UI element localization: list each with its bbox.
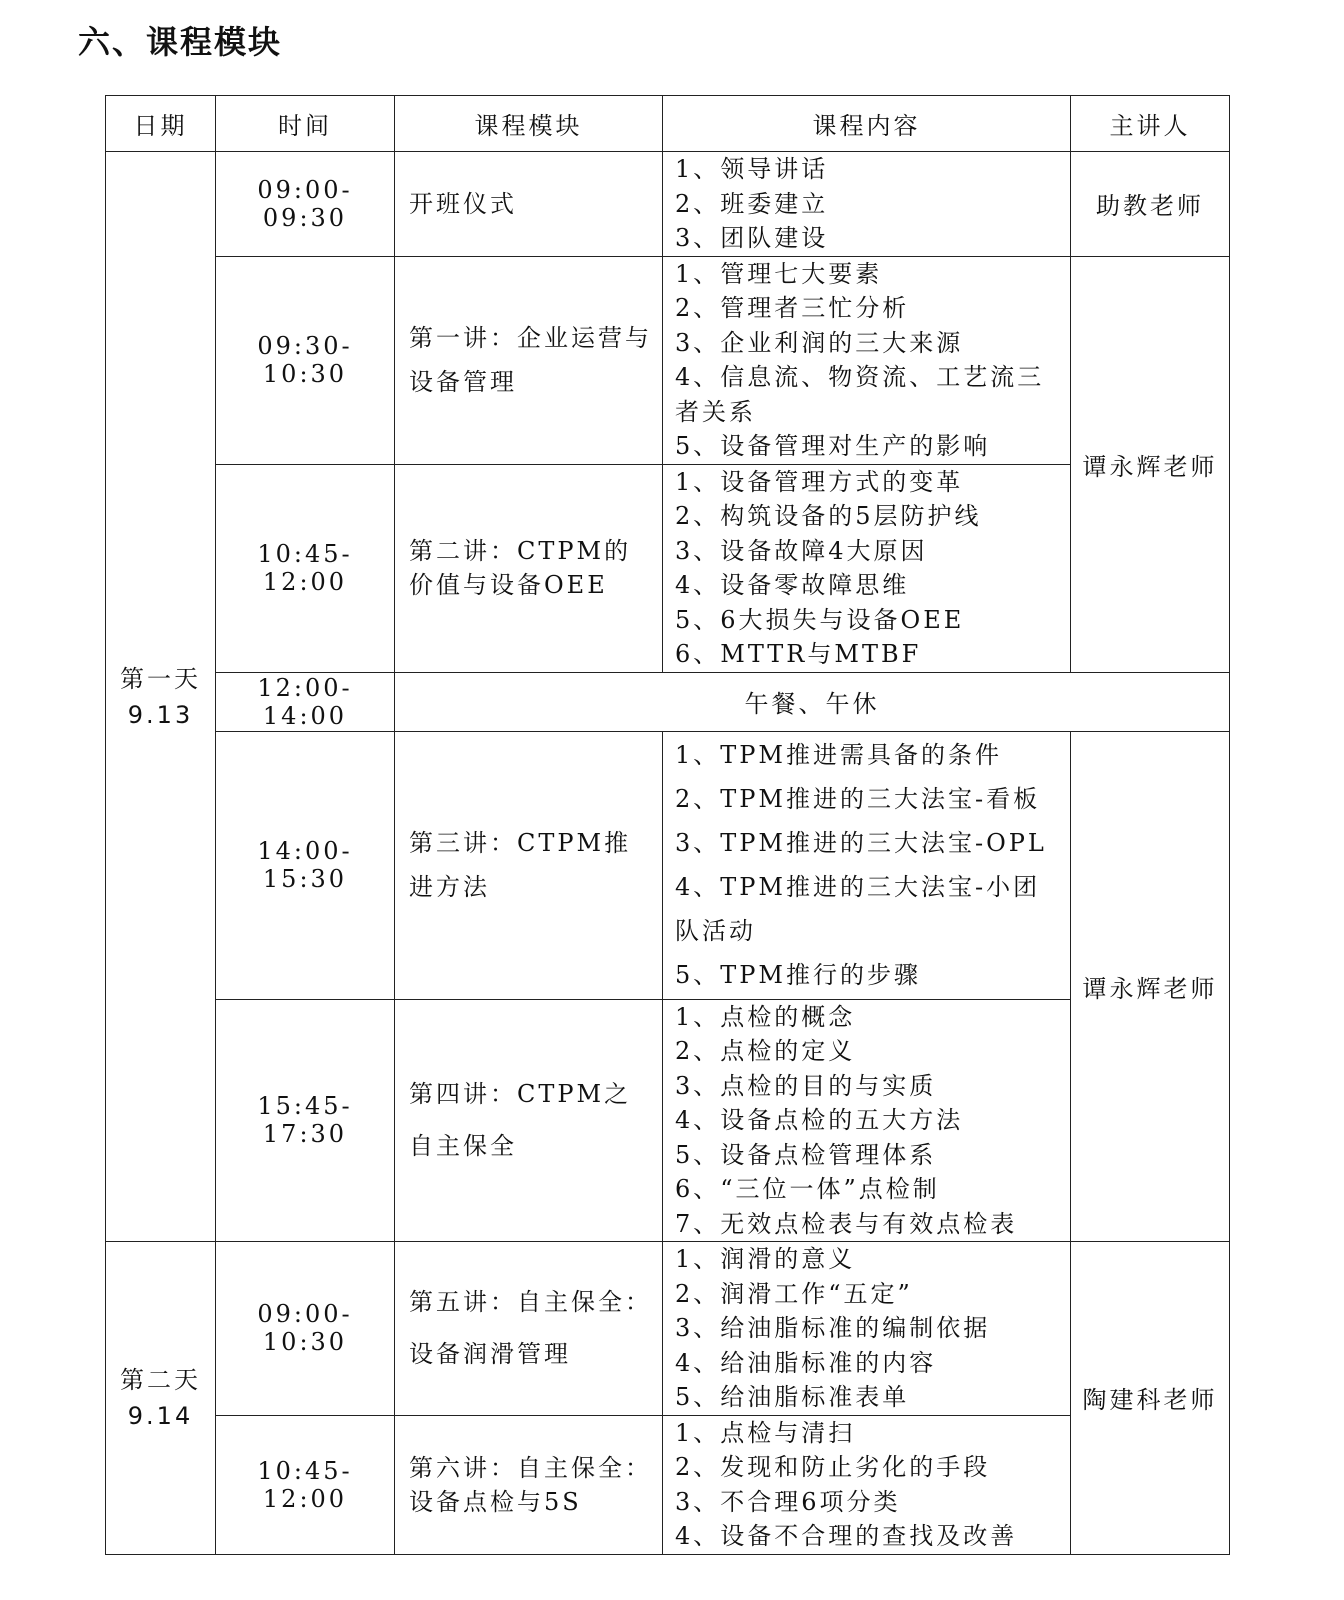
table-row	[106, 464, 1230, 672]
table-row	[106, 152, 1230, 257]
content-item: 1、设备管理方式的变革	[675, 467, 964, 496]
content-item: 4、设备点检的五大方法	[675, 1106, 964, 1134]
speaker-cell: 谭永辉老师	[1071, 256, 1230, 672]
table-row	[106, 731, 1230, 999]
module-cell: 第四讲：CTPM之自主保全	[395, 999, 663, 1242]
time-cell: 14:00-15:30	[216, 731, 395, 999]
content-cell	[663, 464, 1071, 672]
course-schedule-table	[105, 95, 1230, 1555]
day1-date-cell	[106, 152, 216, 1242]
speaker-cell: 谭永辉老师	[1071, 731, 1230, 1242]
content-item: 5、设备点检管理体系	[675, 1140, 937, 1169]
content-cell	[663, 999, 1071, 1242]
content-item: 4、设备零故障思维	[675, 571, 910, 599]
header-content: 课程内容	[663, 96, 1071, 152]
content-item: 7、无效点检表与有效点检表	[675, 1209, 1018, 1238]
content-item: 3、设备故障4大原因	[675, 536, 928, 565]
module-cell: 第三讲：CTPM推进方法	[395, 731, 663, 999]
time-cell: 12:00-14:00	[216, 672, 395, 731]
content-cell	[663, 1415, 1071, 1554]
header-date: 日期	[106, 96, 216, 152]
content-item: 2、TPM推进的三大法宝-看板	[675, 785, 1041, 813]
content-item: 1、点检与清扫	[675, 1418, 856, 1447]
header-time: 时间	[216, 96, 395, 152]
content-cell	[663, 731, 1071, 999]
speaker-cell: 陶建科老师	[1071, 1242, 1230, 1555]
content-item: 3、企业利润的三大来源	[675, 328, 964, 357]
content-item: 3、点检的目的与实质	[675, 1071, 937, 1100]
content-item: 1、点检的概念	[675, 1002, 856, 1031]
time-cell: 09:00-09:30	[216, 152, 395, 257]
module-cell: 第二讲：CTPM的价值与设备OEE	[395, 464, 663, 672]
content-item: 3、给油脂标准的编制依据	[675, 1314, 991, 1342]
content-item: 2、点检的定义	[675, 1037, 856, 1065]
content-cell	[663, 256, 1071, 464]
content-item: 1、润滑的意义	[675, 1245, 856, 1273]
content-item: 3、TPM推进的三大法宝-OPL	[675, 829, 1047, 857]
content-item: 2、构筑设备的5层防护线	[675, 502, 982, 530]
lunch-cell: 午餐、午休	[395, 672, 1230, 731]
content-item: 4、设备不合理的查找及改善	[675, 1522, 1018, 1550]
day2-label: 第二天	[120, 1365, 201, 1394]
content-item: 1、TPM推进需具备的条件	[675, 741, 1002, 769]
content-item: 6、MTTR与MTBF	[675, 640, 922, 668]
content-item: 4、信息流、物资流、工艺流三者关系	[675, 363, 1045, 426]
header-speaker: 主讲人	[1071, 96, 1230, 152]
content-item: 5、TPM推行的步骤	[675, 961, 921, 989]
table-row	[106, 1242, 1230, 1416]
section-heading: 六、课程模块	[78, 23, 283, 61]
content-item: 2、润滑工作“五定”	[675, 1279, 913, 1308]
time-cell: 15:45-17:30	[216, 999, 395, 1242]
day2-date-cell	[106, 1242, 216, 1555]
time-cell: 10:45-12:00	[216, 464, 395, 672]
content-item: 4、给油脂标准的内容	[675, 1348, 937, 1377]
content-cell	[663, 1242, 1071, 1416]
speaker-cell: 助教老师	[1071, 152, 1230, 257]
time-cell: 10:45-12:00	[216, 1415, 395, 1554]
content-item: 3、不合理6项分类	[675, 1487, 901, 1516]
content-item: 2、发现和防止劣化的手段	[675, 1453, 991, 1481]
content-item: 5、6大损失与设备OEE	[675, 605, 965, 634]
table-row	[106, 256, 1230, 464]
time-cell: 09:00-10:30	[216, 1242, 395, 1416]
content-item: 3、团队建设	[675, 224, 829, 252]
header-module: 课程模块	[395, 96, 663, 152]
module-cell: 第五讲：自主保全：设备润滑管理	[395, 1242, 663, 1416]
module-cell: 开班仪式	[395, 152, 663, 257]
table-row	[106, 999, 1230, 1242]
day2-date: 9.14	[127, 1401, 194, 1430]
content-cell	[663, 152, 1071, 257]
module-cell: 第六讲：自主保全：设备点检与5S	[395, 1415, 663, 1554]
module-cell: 第一讲：企业运营与设备管理	[395, 256, 663, 464]
table-header-row	[106, 96, 1230, 152]
time-cell: 09:30-10:30	[216, 256, 395, 464]
day1-date: 9.13	[127, 700, 194, 729]
table-row	[106, 672, 1230, 731]
content-item: 5、设备管理对生产的影响	[675, 432, 991, 460]
content-item: 4、TPM推进的三大法宝-小团队活动	[675, 873, 1041, 945]
table-row	[106, 1415, 1230, 1554]
day1-label: 第一天	[120, 664, 201, 693]
content-item: 2、管理者三忙分析	[675, 294, 910, 322]
content-item: 5、给油脂标准表单	[675, 1383, 910, 1411]
content-item: 1、管理七大要素	[675, 259, 883, 288]
content-item: 2、班委建立	[675, 189, 829, 218]
content-item: 1、领导讲话	[675, 155, 829, 183]
content-item: 6、“三位一体”点检制	[675, 1175, 940, 1203]
